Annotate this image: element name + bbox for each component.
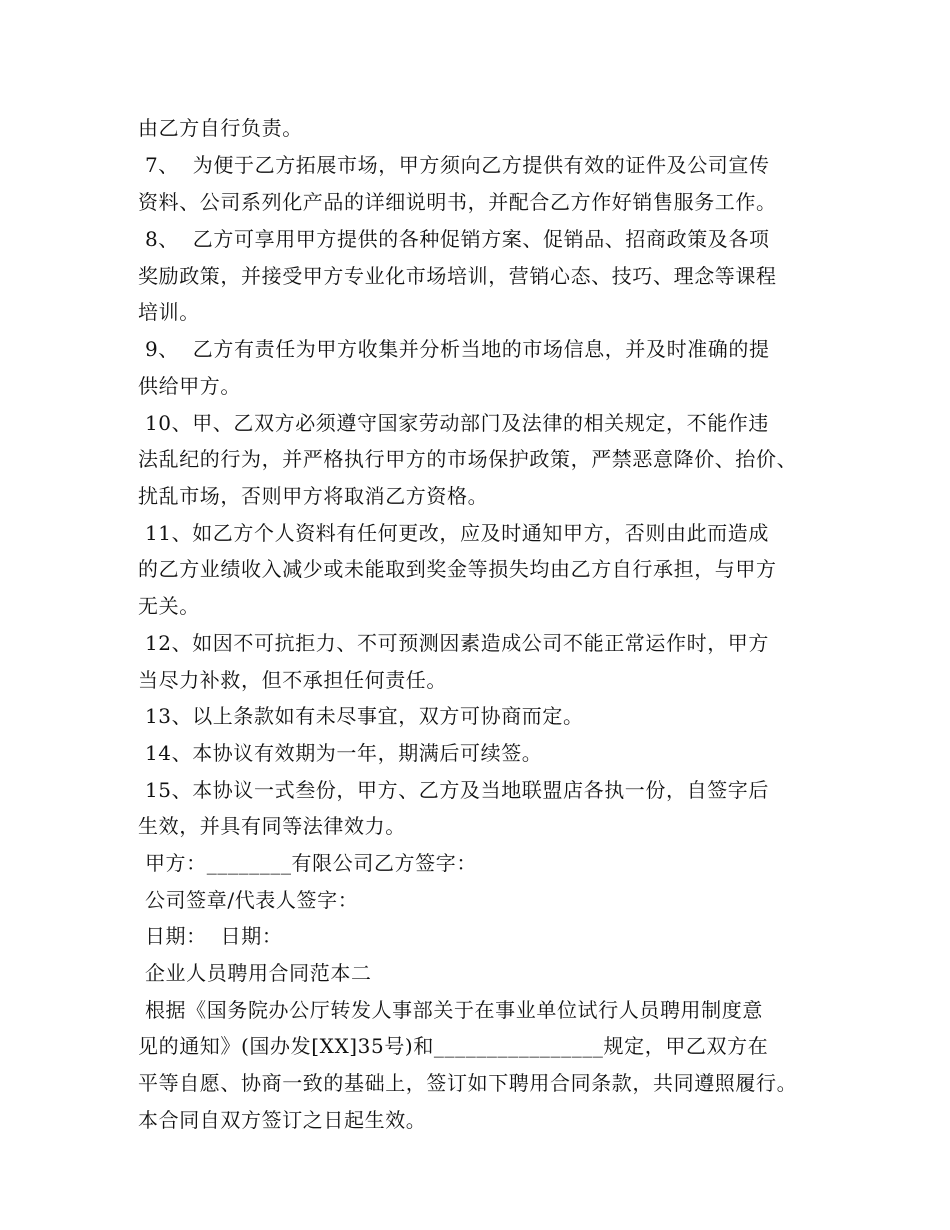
- clause-8-line-1: 8、 乙方可享用甲方提供的各种促销方案、促销品、招商政策及各项: [138, 227, 770, 251]
- clause-8-line-3: 培训。: [138, 300, 200, 324]
- clause-15-line-2: 生效，并具有同等法律效力。: [138, 814, 406, 838]
- contract-intro-line-2: 见的通知》(国办发[XX]35号)和________________规定，甲乙双方在: [138, 1034, 769, 1058]
- clause-14-line: 14、本协议有效期为一年，期满后可续签。: [138, 741, 543, 765]
- signature-company-seal: 公司签章/代表人签字：: [138, 888, 359, 912]
- contract-intro-line-4: 本合同自双方签订之日起生效。: [138, 1108, 427, 1132]
- clause-12-line-1: 12、如因不可抗拒力、不可预测因素造成公司不能正常运作时，甲方: [138, 631, 770, 655]
- clause-12-line-2: 当尽力补救，但不承担任何责任。: [138, 668, 447, 692]
- clause-8-line-2: 奖励政策，并接受甲方专业化市场培训，营销心态、技巧、理念等课程: [138, 264, 777, 288]
- contract-intro-line-1: 根据《国务院办公厅转发人事部关于在事业单位试行人员聘用制度意: [138, 998, 763, 1022]
- clause-7-line-2: 资料、公司系列化产品的详细说明书，并配合乙方作好销售服务工作。: [138, 190, 777, 214]
- clause-10-line-3: 扰乱市场，否则甲方将取消乙方资格。: [138, 484, 489, 508]
- signature-dates: 日期： 日期：: [138, 924, 283, 948]
- clause-10-line-2: 法乱纪的行为，并严格执行甲方的市场保护政策，严禁恶意降价、抬价、: [138, 447, 798, 471]
- text-line: 由乙方自行负责。: [138, 116, 303, 140]
- clause-7-line-1: 7、 为便于乙方拓展市场，甲方须向乙方提供有效的证件及公司宣传: [138, 153, 770, 177]
- clause-10-line-1: 10、甲、乙双方必须遵守国家劳动部门及法律的相关规定，不能作违: [138, 411, 770, 435]
- contract-intro-line-3: 平等自愿、协商一致的基础上，签订如下聘用合同条款，共同遵照履行。: [138, 1071, 798, 1095]
- section-heading: 企业人员聘用合同范本二: [138, 961, 372, 985]
- clause-9-line-1: 9、 乙方有责任为甲方收集并分析当地的市场信息，并及时准确的提: [138, 337, 770, 361]
- signature-party-a: 甲方：________有限公司乙方签字：: [138, 851, 477, 875]
- clause-11-line-3: 无关。: [138, 594, 200, 618]
- clause-11-line-2: 的乙方业绩收入减少或未能取到奖金等损失均由乙方自行承担，与甲方: [138, 557, 777, 581]
- clause-13-line: 13、以上条款如有未尽事宜，双方可协商而定。: [138, 704, 584, 728]
- clause-9-line-2: 供给甲方。: [138, 374, 241, 398]
- clause-15-line-1: 15、本协议一式叁份，甲方、乙方及当地联盟店各执一份，自签字后: [138, 778, 770, 802]
- clause-11-line-1: 11、如乙方个人资料有任何更改，应及时通知甲方，否则由此而造成: [138, 521, 770, 545]
